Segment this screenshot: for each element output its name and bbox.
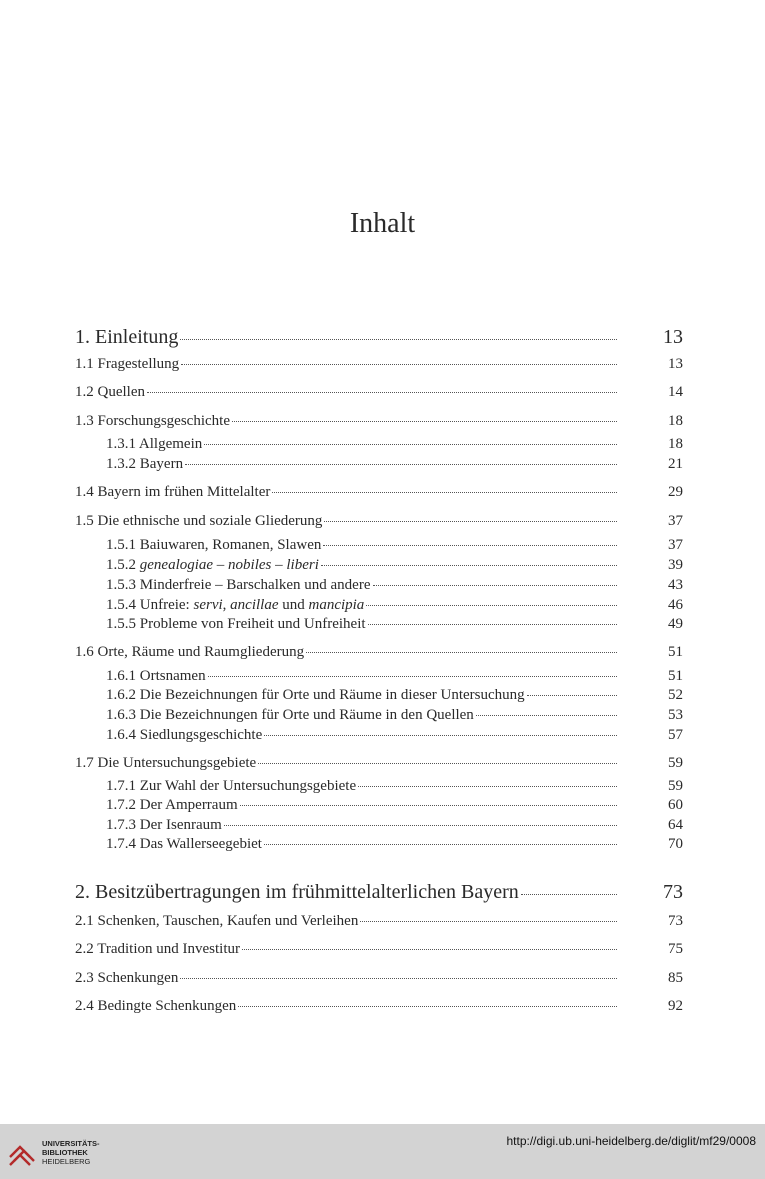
dot-leader <box>180 978 617 979</box>
toc-entry-label: 1.3.1 Allgemein <box>106 436 203 452</box>
toc-entry <box>75 513 683 533</box>
toc-entry-page: 29 <box>668 484 683 500</box>
dot-leader <box>240 805 617 806</box>
toc-entry <box>75 913 683 933</box>
toc-entry-label: 1.4 Bayern im frühen Mittelalter <box>75 484 271 500</box>
toc-entry-page: 46 <box>668 597 683 613</box>
toc-entry-page: 13 <box>663 326 683 348</box>
logo-line: UNIVERSITÄTS- <box>42 1138 100 1148</box>
toc-entry <box>106 577 683 597</box>
toc-entry <box>106 797 683 817</box>
toc-entry-label: 1.6.1 Ortsnamen <box>106 668 206 684</box>
toc-entry-page: 18 <box>668 413 683 429</box>
label-part: , <box>222 597 231 613</box>
toc-entry-label: 1.3.2 Bayern <box>106 456 184 472</box>
toc-entry-page: 18 <box>668 436 683 452</box>
label-part: 1.5.4 Unfreie: <box>106 597 194 613</box>
toc-entry-label: 1.6.3 Die Bezeichnungen für Orte und Räume in den Quellen <box>106 707 474 723</box>
label-part-italic: servi <box>193 597 223 613</box>
toc-entry-label: 2.4 Bedingte Schenkungen <box>75 998 237 1014</box>
footer-bar <box>0 1124 765 1179</box>
permalink-url[interactable]: http://digi.ub.uni-heidelberg.de/diglit/mf29/0008 <box>506 1134 756 1148</box>
toc-entry-page: 59 <box>668 778 683 794</box>
library-logo-text <box>42 1139 100 1166</box>
toc-entry <box>106 436 683 456</box>
dot-leader <box>242 949 617 950</box>
dot-leader <box>224 825 617 826</box>
toc-entry <box>75 755 683 775</box>
toc-entry-page: 70 <box>668 836 683 852</box>
dot-leader <box>181 364 617 365</box>
label-part-italic: mancipia <box>308 597 365 613</box>
toc-entry-label: 1.5.5 Probleme von Freiheit und Unfreiheit <box>106 616 366 632</box>
toc-entry-page: 14 <box>668 384 683 400</box>
dot-leader <box>360 921 617 922</box>
dot-leader <box>147 392 617 393</box>
toc-entry-page: 73 <box>668 913 683 929</box>
toc-entry-label: 1.6.4 Siedlungsgeschichte <box>106 727 263 743</box>
toc-entry-label <box>106 557 319 574</box>
toc-entry-label: 1.5.3 Minderfreie – Barschalken und andere <box>106 577 371 593</box>
toc-entry <box>75 384 683 404</box>
toc-entry-page: 75 <box>668 941 683 957</box>
toc-entry <box>106 456 683 476</box>
toc-entry <box>75 644 683 664</box>
toc-entry <box>106 597 683 617</box>
toc-entry <box>106 707 683 727</box>
toc-entry <box>106 616 683 636</box>
toc-entry-page: 37 <box>668 537 683 553</box>
dot-leader <box>324 521 617 522</box>
dot-leader <box>264 735 617 736</box>
dot-leader <box>476 715 617 716</box>
toc-entry <box>75 998 683 1018</box>
toc-entry-page: 53 <box>668 707 683 723</box>
dot-leader <box>366 605 617 606</box>
toc-entry <box>106 557 683 577</box>
toc-entry-label: 1.7.3 Der Isenraum <box>106 817 222 833</box>
toc-entry-page: 92 <box>668 998 683 1014</box>
toc-entry <box>106 687 683 707</box>
library-logo-icon <box>8 1137 36 1167</box>
toc-entry-page: 37 <box>668 513 683 529</box>
dot-leader <box>521 894 617 895</box>
label-part: und <box>278 597 309 613</box>
toc-entry-page: 13 <box>668 356 683 372</box>
toc-entry-label: 1.7.1 Zur Wahl der Untersuchungsgebiete <box>106 778 357 794</box>
dot-leader <box>321 565 617 566</box>
toc-entry-page: 51 <box>668 644 683 660</box>
dot-leader <box>527 695 617 696</box>
dot-leader <box>204 444 617 445</box>
toc-entry-page: 64 <box>668 817 683 833</box>
dot-leader <box>238 1006 617 1007</box>
toc-entry-label: 1.7 Die Untersuchungsgebiete <box>75 755 257 771</box>
dot-leader <box>373 585 618 586</box>
dot-leader <box>264 844 617 845</box>
label-part-italic: ancillae <box>230 597 279 613</box>
toc-entry-label: 1.3 Forschungsgeschichte <box>75 413 230 429</box>
toc-entry-label: 1.6 Orte, Räume und Raumgliederung <box>75 644 305 660</box>
dot-leader <box>323 545 617 546</box>
label-part-italic: genealogiae – nobiles – liberi <box>139 557 319 573</box>
toc-entry <box>106 817 683 837</box>
toc-entry-label: 1.7.2 Der Amperraum <box>106 797 238 813</box>
toc-entry <box>106 836 683 856</box>
dot-leader <box>358 786 617 787</box>
dot-leader <box>232 421 617 422</box>
toc-entry <box>106 537 683 557</box>
toc-entry <box>75 881 683 907</box>
toc-entry-page: 57 <box>668 727 683 743</box>
toc-entry-label: 1.2 Quellen <box>75 384 145 400</box>
toc-entry-label: 2. Besitzübertragungen im frühmittelalterlichen Bayern <box>75 881 519 903</box>
label-part: 1.5.2 <box>106 557 140 573</box>
toc-entry-page: 51 <box>668 668 683 684</box>
library-logo[interactable] <box>8 1132 148 1172</box>
toc-entry-label: 1.1 Fragestellung <box>75 356 180 372</box>
toc-entry-page: 39 <box>668 557 683 573</box>
logo-line: HEIDELBERG <box>42 1156 91 1166</box>
toc-entry <box>75 941 683 961</box>
toc-entry-page: 43 <box>668 577 683 593</box>
dot-leader <box>368 624 617 625</box>
toc-entry-label: 2.2 Tradition und Investitur <box>75 941 241 957</box>
toc-entry-page: 52 <box>668 687 683 703</box>
dot-leader <box>306 652 617 653</box>
toc-entry-page: 85 <box>668 970 683 986</box>
toc-entry-label <box>106 597 364 614</box>
dot-leader <box>185 464 617 465</box>
toc-entry-label: 1. Einleitung <box>75 326 179 348</box>
toc-entry <box>75 970 683 990</box>
toc-entry-label: 2.1 Schenken, Tauschen, Kaufen und Verleihen <box>75 913 359 929</box>
toc-entry <box>106 727 683 747</box>
toc-entry-label: 2.3 Schenkungen <box>75 970 179 986</box>
dot-leader <box>272 492 617 493</box>
toc-entry-page: 59 <box>668 755 683 771</box>
toc-entry-page: 73 <box>663 881 683 903</box>
toc-entry <box>106 668 683 688</box>
toc-entry-label: 1.5 Die ethnische und soziale Gliederung <box>75 513 323 529</box>
dot-leader <box>180 339 617 340</box>
toc-entry-label: 1.5.1 Baiuwaren, Romanen, Slawen <box>106 537 322 553</box>
toc-entry-page: 21 <box>668 456 683 472</box>
toc-entry <box>75 326 683 352</box>
toc-entry-label: 1.7.4 Das Wallerseegebiet <box>106 836 262 852</box>
dot-leader <box>208 676 617 677</box>
toc-entry-label: 1.6.2 Die Bezeichnungen für Orte und Räume in dieser Untersuchung <box>106 687 525 703</box>
toc-entry <box>75 413 683 433</box>
toc-entry <box>75 484 683 504</box>
page-title: Inhalt <box>349 208 416 239</box>
dot-leader <box>258 763 617 764</box>
logo-line: BIBLIOTHEK <box>42 1147 88 1157</box>
toc-entry <box>106 778 683 798</box>
toc-entry-page: 49 <box>668 616 683 632</box>
toc-entry <box>75 356 683 376</box>
toc-entry-page: 60 <box>668 797 683 813</box>
